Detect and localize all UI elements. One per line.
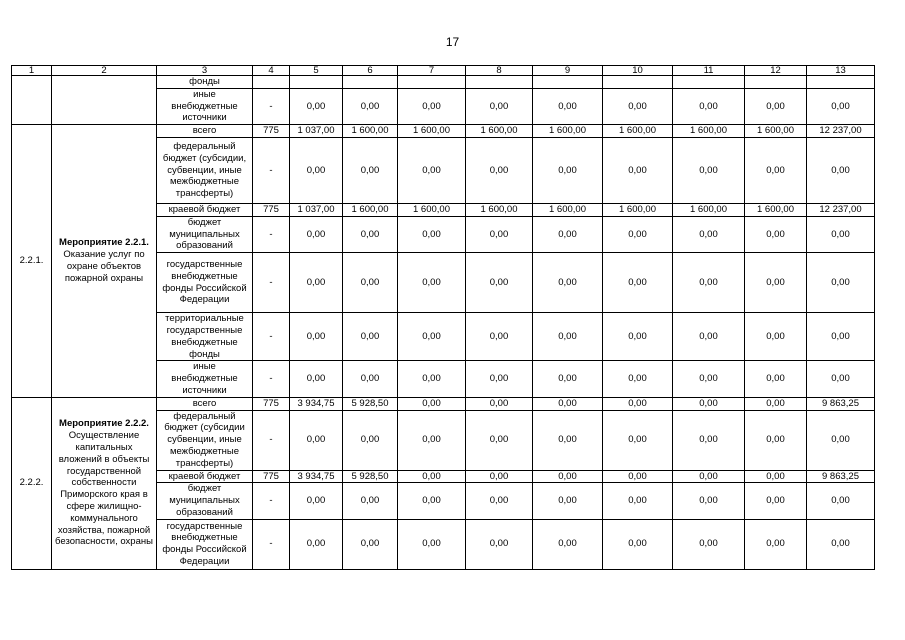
value-cell: 1 600,00 xyxy=(745,203,807,216)
funding-source-cell: территориальные государственные внебюджетные фонды xyxy=(157,313,253,361)
value-cell xyxy=(533,76,603,89)
value-cell: 0,00 xyxy=(398,410,466,470)
value-cell: 0,00 xyxy=(807,483,875,519)
value-cell: 0,00 xyxy=(466,313,533,361)
value-cell: 0,00 xyxy=(673,483,745,519)
table-row xyxy=(12,76,875,89)
column-header: 12 xyxy=(745,66,807,76)
value-cell: 0,00 xyxy=(343,253,398,313)
value-cell: 0,00 xyxy=(466,483,533,519)
value-cell: 0,00 xyxy=(745,216,807,252)
measure-title: Мероприятие 2.2.2. xyxy=(59,418,149,430)
value-cell: 0,00 xyxy=(398,361,466,397)
value-cell: 0,00 xyxy=(533,397,603,410)
value-cell: 0,00 xyxy=(745,313,807,361)
value-cell xyxy=(398,76,466,89)
value-cell: 3 934,75 xyxy=(290,397,343,410)
value-cell: 0,00 xyxy=(466,519,533,569)
value-cell: 1 037,00 xyxy=(290,203,343,216)
code-cell: - xyxy=(253,137,290,203)
value-cell: 0,00 xyxy=(603,483,673,519)
value-cell: 0,00 xyxy=(533,313,603,361)
value-cell: 0,00 xyxy=(533,361,603,397)
code-cell: - xyxy=(253,410,290,470)
funding-source-cell: иные внебюджетные источники xyxy=(157,88,253,124)
value-cell: 9 863,25 xyxy=(807,397,875,410)
value-cell: 0,00 xyxy=(603,361,673,397)
column-header: 11 xyxy=(673,66,745,76)
code-cell: - xyxy=(253,361,290,397)
value-cell: 0,00 xyxy=(673,313,745,361)
value-cell xyxy=(807,76,875,89)
code-cell: - xyxy=(253,216,290,252)
value-cell: 0,00 xyxy=(466,88,533,124)
column-header: 9 xyxy=(533,66,603,76)
value-cell: 12 237,00 xyxy=(807,125,875,138)
funding-source-cell: всего xyxy=(157,397,253,410)
funding-source-cell: иные внебюджетные источники xyxy=(157,361,253,397)
value-cell: 0,00 xyxy=(807,361,875,397)
value-cell: 0,00 xyxy=(290,137,343,203)
code-cell: - xyxy=(253,253,290,313)
value-cell: 0,00 xyxy=(603,397,673,410)
value-cell xyxy=(290,76,343,89)
value-cell: 0,00 xyxy=(398,216,466,252)
column-header: 8 xyxy=(466,66,533,76)
value-cell: 1 600,00 xyxy=(603,203,673,216)
code-cell: 775 xyxy=(253,203,290,216)
column-number-row xyxy=(12,66,875,76)
value-cell: 0,00 xyxy=(673,470,745,483)
table-row xyxy=(12,397,875,410)
value-cell: 3 934,75 xyxy=(290,470,343,483)
value-cell: 0,00 xyxy=(533,519,603,569)
value-cell: 1 600,00 xyxy=(466,203,533,216)
column-header: 2 xyxy=(52,66,157,76)
value-cell: 0,00 xyxy=(745,253,807,313)
value-cell: 0,00 xyxy=(603,410,673,470)
funding-source-cell: всего xyxy=(157,125,253,138)
value-cell: 5 928,50 xyxy=(343,470,398,483)
value-cell: 0,00 xyxy=(745,137,807,203)
value-cell: 0,00 xyxy=(533,216,603,252)
value-cell: 0,00 xyxy=(398,470,466,483)
value-cell: 0,00 xyxy=(398,397,466,410)
value-cell: 1 600,00 xyxy=(343,125,398,138)
value-cell: 0,00 xyxy=(290,483,343,519)
value-cell: 5 928,50 xyxy=(343,397,398,410)
value-cell: 0,00 xyxy=(290,410,343,470)
value-cell: 1 600,00 xyxy=(673,203,745,216)
value-cell: 0,00 xyxy=(533,470,603,483)
column-header: 6 xyxy=(343,66,398,76)
column-header: 13 xyxy=(807,66,875,76)
value-cell: 0,00 xyxy=(533,410,603,470)
value-cell: 0,00 xyxy=(466,137,533,203)
funding-source-cell: бюджет муниципальных образований xyxy=(157,483,253,519)
value-cell: 1 600,00 xyxy=(343,203,398,216)
value-cell: 0,00 xyxy=(290,313,343,361)
value-cell xyxy=(745,76,807,89)
code-cell: 775 xyxy=(253,125,290,138)
value-cell: 0,00 xyxy=(807,216,875,252)
column-header: 1 xyxy=(12,66,52,76)
measure-number-cell: 2.2.1. xyxy=(12,125,52,398)
column-header: 7 xyxy=(398,66,466,76)
page-number: 17 xyxy=(445,35,460,49)
column-header: 3 xyxy=(157,66,253,76)
column-header: 4 xyxy=(253,66,290,76)
measure-description: Осуществление капитальных вложений в объекты государственной собственности Приморского края в сфере жилищно-коммунального хозяйства, пожарной безопасности, охраны xyxy=(55,430,153,548)
code-cell: - xyxy=(253,483,290,519)
funding-source-cell: государственные внебюджетные фонды Российской Федерации xyxy=(157,253,253,313)
value-cell: 0,00 xyxy=(673,397,745,410)
value-cell: 0,00 xyxy=(398,137,466,203)
value-cell: 1 600,00 xyxy=(603,125,673,138)
value-cell: 0,00 xyxy=(807,519,875,569)
value-cell: 0,00 xyxy=(603,137,673,203)
value-cell: 0,00 xyxy=(343,361,398,397)
value-cell: 0,00 xyxy=(398,253,466,313)
value-cell: 0,00 xyxy=(807,313,875,361)
value-cell: 0,00 xyxy=(807,253,875,313)
value-cell: 0,00 xyxy=(466,361,533,397)
value-cell: 0,00 xyxy=(603,519,673,569)
code-cell: - xyxy=(253,313,290,361)
value-cell: 1 600,00 xyxy=(533,125,603,138)
code-cell: - xyxy=(253,88,290,124)
value-cell: 0,00 xyxy=(745,410,807,470)
measure-description: Оказание услуг по охране объектов пожарной охраны xyxy=(63,249,145,284)
measure-title-cell xyxy=(52,125,157,398)
value-cell: 0,00 xyxy=(673,410,745,470)
value-cell: 9 863,25 xyxy=(807,470,875,483)
funding-source-cell: федеральный бюджет (субсидии субвенции, иные межбюджетные трансферты) xyxy=(157,410,253,470)
value-cell: 0,00 xyxy=(466,216,533,252)
budget-table-body xyxy=(12,76,875,570)
code-cell: - xyxy=(253,519,290,569)
value-cell: 0,00 xyxy=(745,397,807,410)
value-cell: 0,00 xyxy=(745,519,807,569)
value-cell: 0,00 xyxy=(343,216,398,252)
measure-number-cell: 2.2.2. xyxy=(12,397,52,569)
value-cell: 0,00 xyxy=(745,88,807,124)
value-cell: 0,00 xyxy=(603,253,673,313)
value-cell: 0,00 xyxy=(343,483,398,519)
value-cell xyxy=(603,76,673,89)
value-cell: 0,00 xyxy=(290,361,343,397)
value-cell: 0,00 xyxy=(673,253,745,313)
value-cell: 0,00 xyxy=(673,361,745,397)
value-cell: 0,00 xyxy=(807,137,875,203)
measure-title: Мероприятие 2.2.1. xyxy=(59,237,149,249)
value-cell: 0,00 xyxy=(398,313,466,361)
value-cell: 0,00 xyxy=(290,253,343,313)
funding-source-cell: краевой бюджет xyxy=(157,203,253,216)
value-cell: 0,00 xyxy=(603,470,673,483)
value-cell: 0,00 xyxy=(673,137,745,203)
value-cell: 0,00 xyxy=(398,483,466,519)
value-cell: 0,00 xyxy=(673,88,745,124)
value-cell: 0,00 xyxy=(343,88,398,124)
value-cell xyxy=(673,76,745,89)
value-cell: 0,00 xyxy=(533,253,603,313)
value-cell: 0,00 xyxy=(745,470,807,483)
value-cell: 0,00 xyxy=(807,88,875,124)
value-cell: 0,00 xyxy=(603,313,673,361)
funding-source-cell: фонды xyxy=(157,76,253,89)
value-cell: 0,00 xyxy=(466,470,533,483)
value-cell: 1 037,00 xyxy=(290,125,343,138)
measure-title-cell xyxy=(52,397,157,569)
value-cell: 0,00 xyxy=(603,88,673,124)
code-cell: 775 xyxy=(253,470,290,483)
value-cell xyxy=(466,76,533,89)
value-cell: 1 600,00 xyxy=(745,125,807,138)
table-row xyxy=(12,125,875,138)
measure-number-cell xyxy=(12,76,52,125)
value-cell: 1 600,00 xyxy=(398,125,466,138)
value-cell: 1 600,00 xyxy=(466,125,533,138)
code-cell xyxy=(253,76,290,89)
funding-source-cell: краевой бюджет xyxy=(157,470,253,483)
value-cell: 0,00 xyxy=(673,216,745,252)
value-cell: 0,00 xyxy=(745,483,807,519)
value-cell: 0,00 xyxy=(398,519,466,569)
value-cell: 0,00 xyxy=(745,361,807,397)
value-cell: 0,00 xyxy=(466,410,533,470)
value-cell: 0,00 xyxy=(533,137,603,203)
value-cell: 0,00 xyxy=(398,88,466,124)
value-cell: 0,00 xyxy=(290,88,343,124)
value-cell: 1 600,00 xyxy=(398,203,466,216)
value-cell: 0,00 xyxy=(533,483,603,519)
value-cell: 0,00 xyxy=(466,253,533,313)
value-cell: 0,00 xyxy=(343,137,398,203)
funding-source-cell: бюджет муниципальных образований xyxy=(157,216,253,252)
value-cell: 12 237,00 xyxy=(807,203,875,216)
value-cell: 0,00 xyxy=(807,410,875,470)
value-cell: 0,00 xyxy=(290,519,343,569)
value-cell xyxy=(343,76,398,89)
value-cell: 0,00 xyxy=(343,519,398,569)
value-cell: 0,00 xyxy=(673,519,745,569)
column-header: 10 xyxy=(603,66,673,76)
value-cell: 0,00 xyxy=(603,216,673,252)
budget-table xyxy=(11,65,875,570)
funding-source-cell: федеральный бюджет (субсидии, субвенции, иные межбюджетные трансферты) xyxy=(157,137,253,203)
value-cell: 0,00 xyxy=(343,313,398,361)
value-cell: 0,00 xyxy=(290,216,343,252)
value-cell: 1 600,00 xyxy=(673,125,745,138)
funding-source-cell: государственные внебюджетные фонды Российской Федерации xyxy=(157,519,253,569)
value-cell: 0,00 xyxy=(533,88,603,124)
value-cell: 1 600,00 xyxy=(533,203,603,216)
measure-title-cell xyxy=(52,76,157,125)
value-cell: 0,00 xyxy=(466,397,533,410)
code-cell: 775 xyxy=(253,397,290,410)
column-header: 5 xyxy=(290,66,343,76)
value-cell: 0,00 xyxy=(343,410,398,470)
